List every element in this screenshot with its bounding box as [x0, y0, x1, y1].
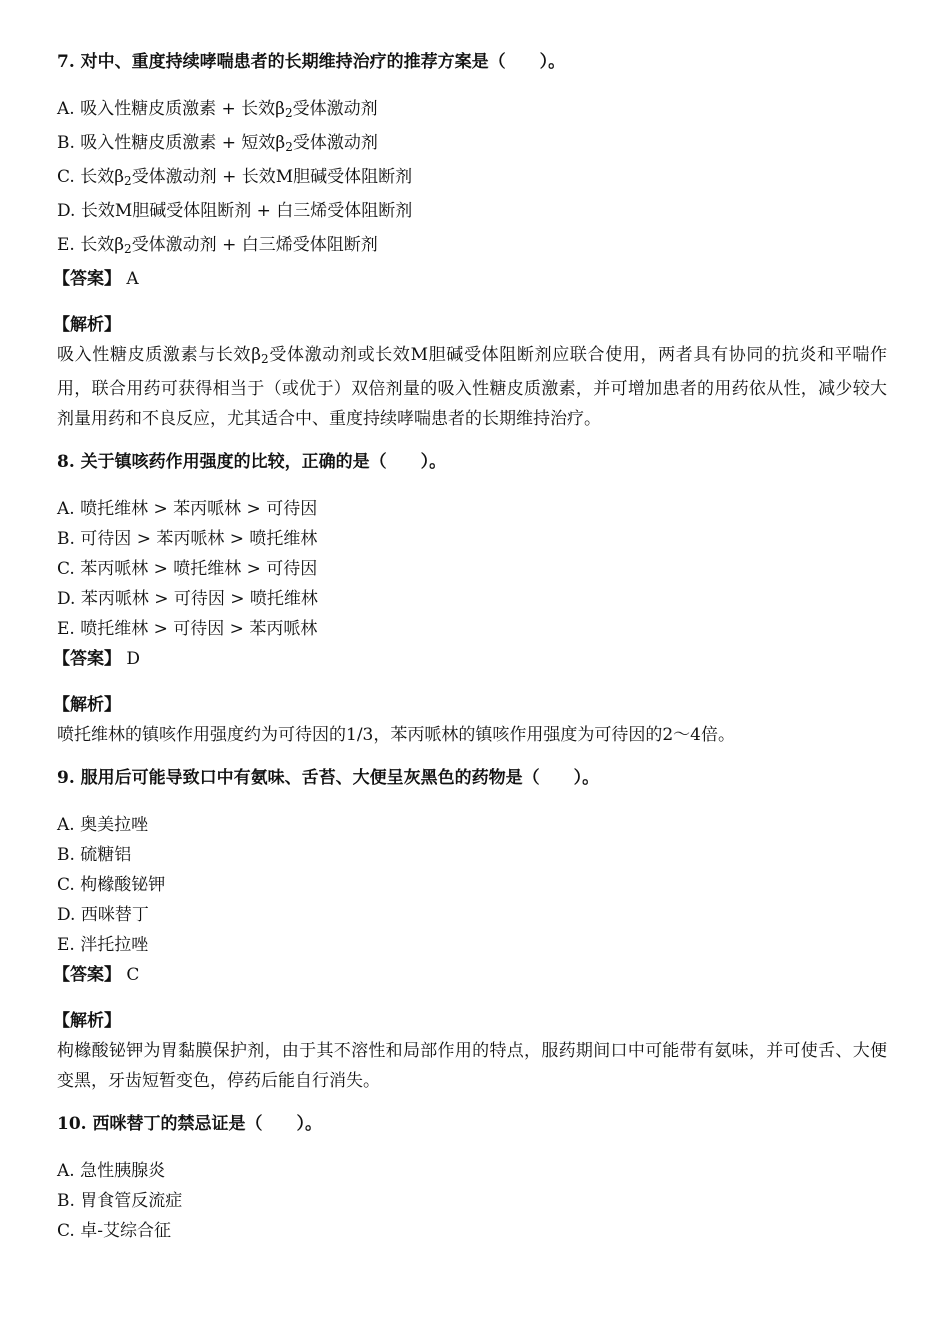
- option-c: C. 卓-艾综合征: [57, 1221, 171, 1241]
- option-d: D. 西咪替丁: [57, 905, 149, 925]
- question-title: 7. 对中、重度持续哮喘患者的长期维持治疗的推荐方案是（ ）。: [57, 52, 566, 72]
- question-7: [53, 50, 888, 434]
- option-b: B. 硫糖铝: [57, 845, 132, 865]
- answer-value: C: [126, 965, 140, 985]
- option-e: E. 长效$\beta_2$受体激动剂 + 白三烯受体阻断剂: [57, 235, 378, 256]
- answer: [53, 960, 887, 990]
- analysis-label: 【解析】: [53, 315, 121, 335]
- question-9: [53, 766, 887, 1096]
- answer: [53, 264, 887, 294]
- answer-value: D: [126, 649, 141, 669]
- answer-label: 【答案】: [53, 649, 121, 669]
- option-b: B. 胃食管反流症: [57, 1191, 183, 1211]
- option-c: C. 长效$\beta_2$受体激动剂 + 长效M胆碱受体阻断剂: [57, 167, 413, 188]
- option-a: A. 吸入性糖皮质激素 + 长效$\beta_2$受体激动剂: [57, 99, 378, 120]
- answer-value: A: [126, 269, 139, 289]
- analysis-text: 枸橼酸铋钾为胃黏膜保护剂，由于其不溶性和局部作用的特点，服药期间口中可能带有氨味，并可使舌、大便变黑，牙齿短暂变色，停药后能自行消失。: [57, 1041, 887, 1091]
- analysis-label: 【解析】: [53, 695, 121, 715]
- answer-label: 【答案】: [53, 965, 121, 985]
- analysis-label: 【解析】: [53, 1011, 121, 1031]
- option-b: B. 吸入性糖皮质激素 + 短效$\beta_2$受体激动剂: [57, 133, 378, 154]
- option-e: E. 喷托维林 > 可待因 > 苯丙哌林: [57, 619, 318, 639]
- question-8: [53, 450, 887, 750]
- document-page: [53, 50, 888, 1246]
- question-title: 10. 西咪替丁的禁忌证是（ ）。: [57, 1114, 322, 1134]
- option-c: C. 枸橼酸铋钾: [57, 875, 166, 895]
- option-a: A. 奥美拉唑: [57, 815, 149, 835]
- option-d: D. 长效M胆碱受体阻断剂 + 白三烯受体阻断剂: [57, 201, 413, 221]
- option-a: A. 喷托维林 > 苯丙哌林 > 可待因: [57, 499, 318, 519]
- question-title: 8. 关于镇咳药作用强度的比较，正确的是（ ）。: [57, 452, 447, 472]
- analysis-text: 喷托维林的镇咳作用强度约为可待因的1/3，苯丙哌林的镇咳作用强度为可待因的2～4倍。: [57, 725, 735, 745]
- answer-label: 【答案】: [53, 269, 121, 289]
- option-b: B. 可待因 > 苯丙哌林 > 喷托维林: [57, 529, 318, 549]
- option-d: D. 苯丙哌林 > 可待因 > 喷托维林: [57, 589, 318, 609]
- question-title: 9. 服用后可能导致口中有氨味、舌苔、大便呈灰黑色的药物是（ ）。: [57, 768, 600, 788]
- option-c: C. 苯丙哌林 > 喷托维林 > 可待因: [57, 559, 318, 579]
- analysis-text: 吸入性糖皮质激素与长效$\beta_2$受体激动剂或长效M胆碱受体阻断剂应联合使用，两者具有协同的抗炎和平喘作用，联合用药可获得相当于（或优于）双倍剂量的吸入性糖皮质激素，并可增加患者的用药依从性，减少较大剂量用药和不良反应，尤其适合中、重度持续哮喘患者的长期维持治疗。: [57, 345, 888, 429]
- option-a: A. 急性胰腺炎: [57, 1161, 166, 1181]
- answer: [53, 644, 887, 674]
- option-e: E. 泮托拉唑: [57, 935, 149, 955]
- question-10: [57, 1112, 887, 1246]
